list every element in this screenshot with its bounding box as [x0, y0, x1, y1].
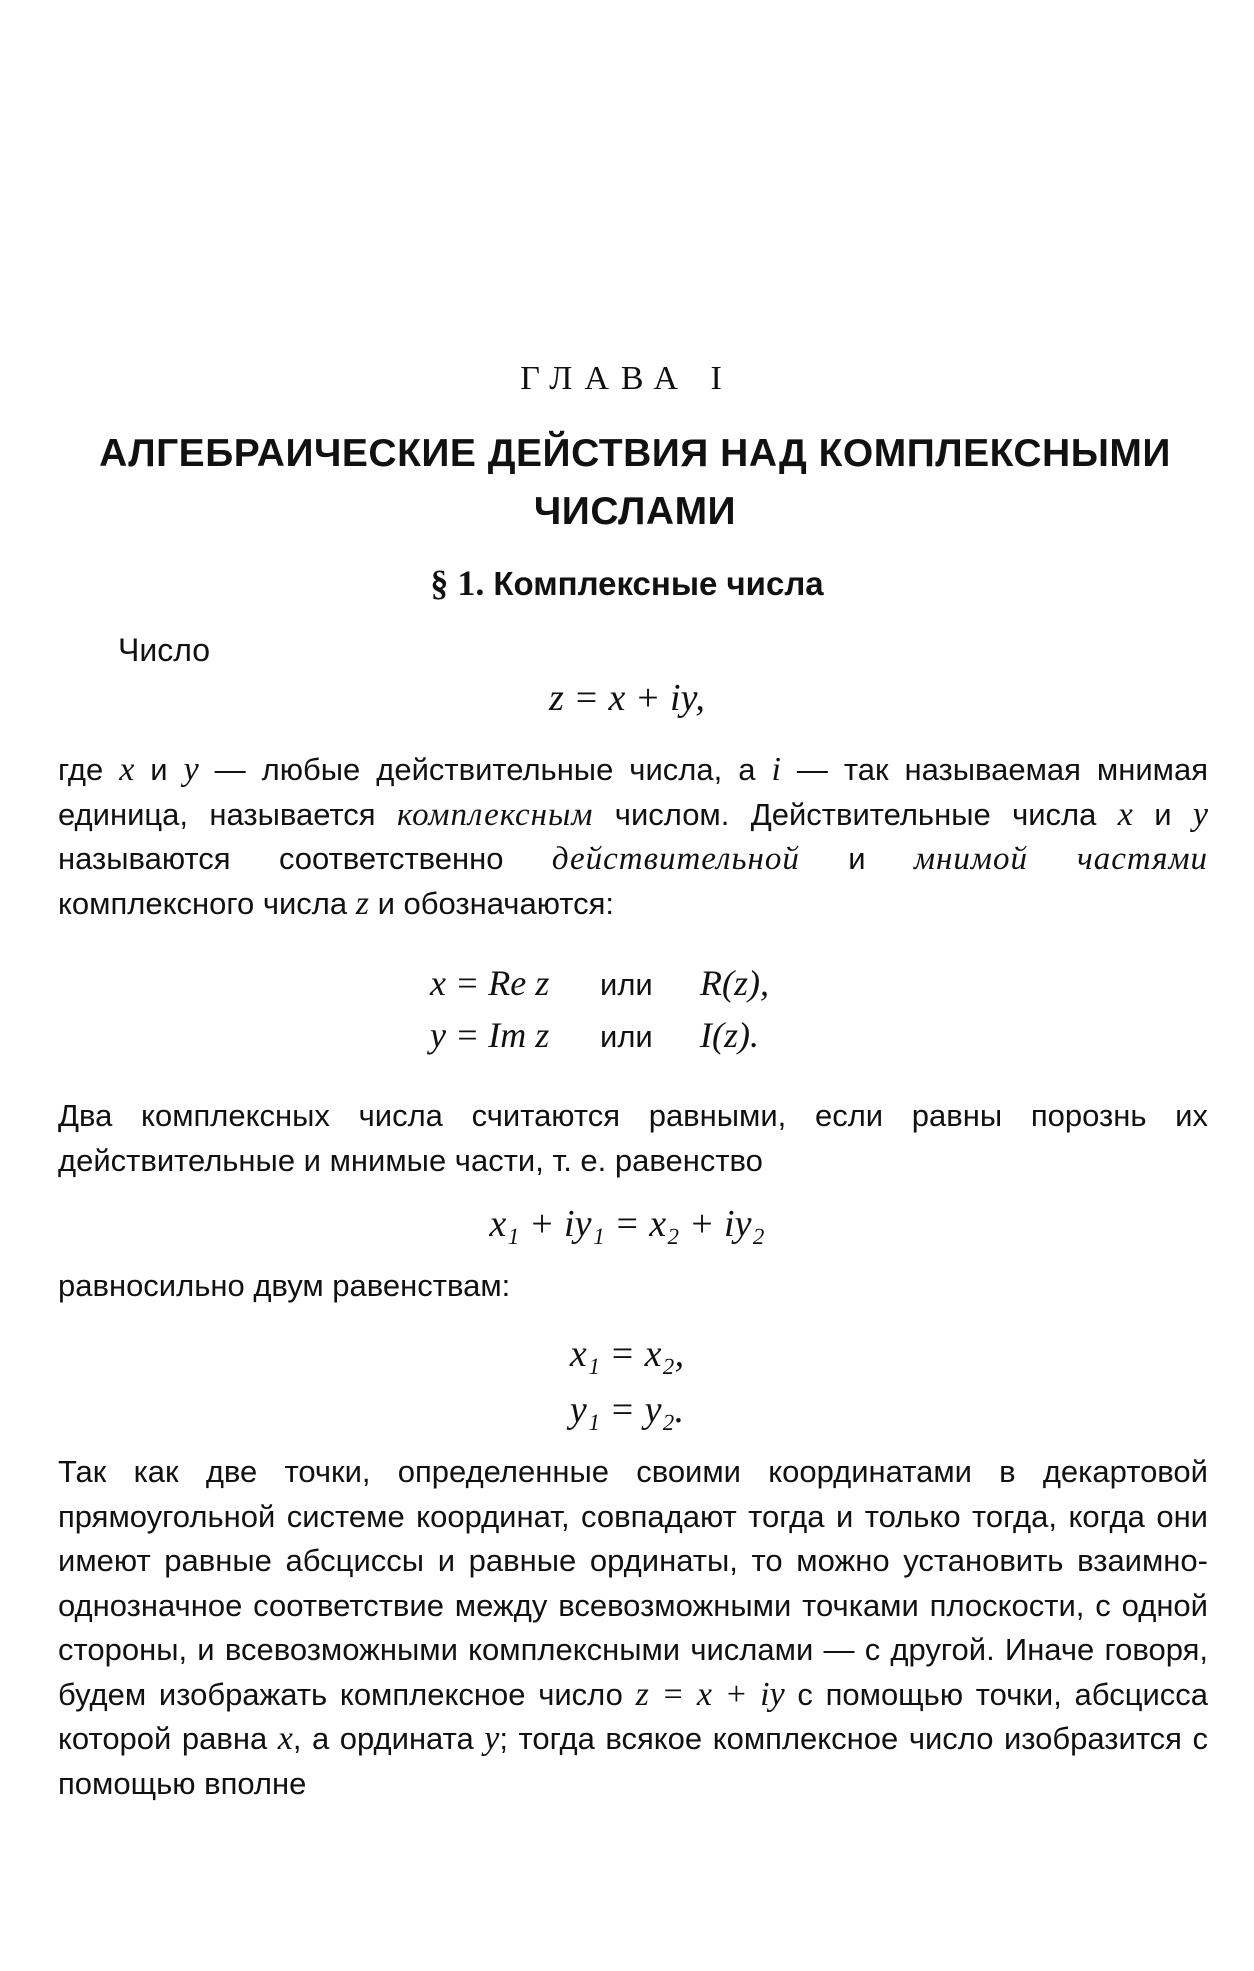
paragraph-equality: Два комплексных числа считаются равными, если равны порознь их действительные и мнимые части, т. е. равенство — [58, 1098, 1208, 1178]
formula-x-equal: x₁ = x₂, — [569, 1333, 685, 1375]
chapter-title-line-2: ЧИСЛАМИ — [533, 490, 737, 533]
term-real-part: действительной — [551, 841, 800, 877]
chapter-label: ГЛАВА I — [520, 360, 734, 397]
section-title: Комплексные числа — [493, 565, 824, 602]
chapter-title — [50, 425, 1220, 541]
formula-real-part: x = Re z или R(z), — [430, 963, 769, 1003]
formula-pair — [0, 1326, 1254, 1438]
paragraph-geometric: Так как две точки, определенные своими координатами в декартовой прямоугольной системе координат, совпадают тогда и только тогда, когда они имеют равные абсциссы и равные ординаты, то можно установить взаимно-однозначное соответствие между всевозможными точками плоскости, с одной стороны, и всевозможными комплексными числами — с другой. Иначе говоря, будем изображать комплексное число z = x + iy с помощью точки, абсцисса которой равна x, а ордината y; тогда всякое комплексное число изобразится с помощью вполне — [58, 1454, 1209, 1801]
formula-equality: x₁ + iy₁ = x₂ + iy₂ — [489, 1203, 765, 1245]
paragraph-definition: где x и y — любые действительные числа, а i — так называемая мнимая единица, называется комплексным числом. Действительные числа x и y называются соответственно действительной и мнимой частями комплексного числа z и обозначаются: — [58, 751, 1209, 922]
formula-re-im — [430, 962, 769, 1066]
section-number: § 1. — [430, 563, 485, 603]
chapter-title-line-1: АЛГЕБРАИЧЕСКИЕ ДЕЙСТВИЯ НАД КОМПЛЕКСНЫМИ — [99, 432, 1171, 475]
formula-imaginary-part: y = Im z или I(z). — [430, 1015, 759, 1055]
paragraph-equivalent: равносильно двум равенствам: — [58, 1268, 511, 1303]
section-heading — [0, 562, 1254, 604]
formula-complex-number: z = x + iy, — [549, 677, 705, 719]
term-imaginary-parts: мнимой частями — [913, 841, 1208, 877]
lead-word: Число — [118, 632, 211, 668]
term-complex: комплексным — [396, 796, 594, 833]
formula-y-equal: y₁ = y₂. — [569, 1389, 685, 1431]
